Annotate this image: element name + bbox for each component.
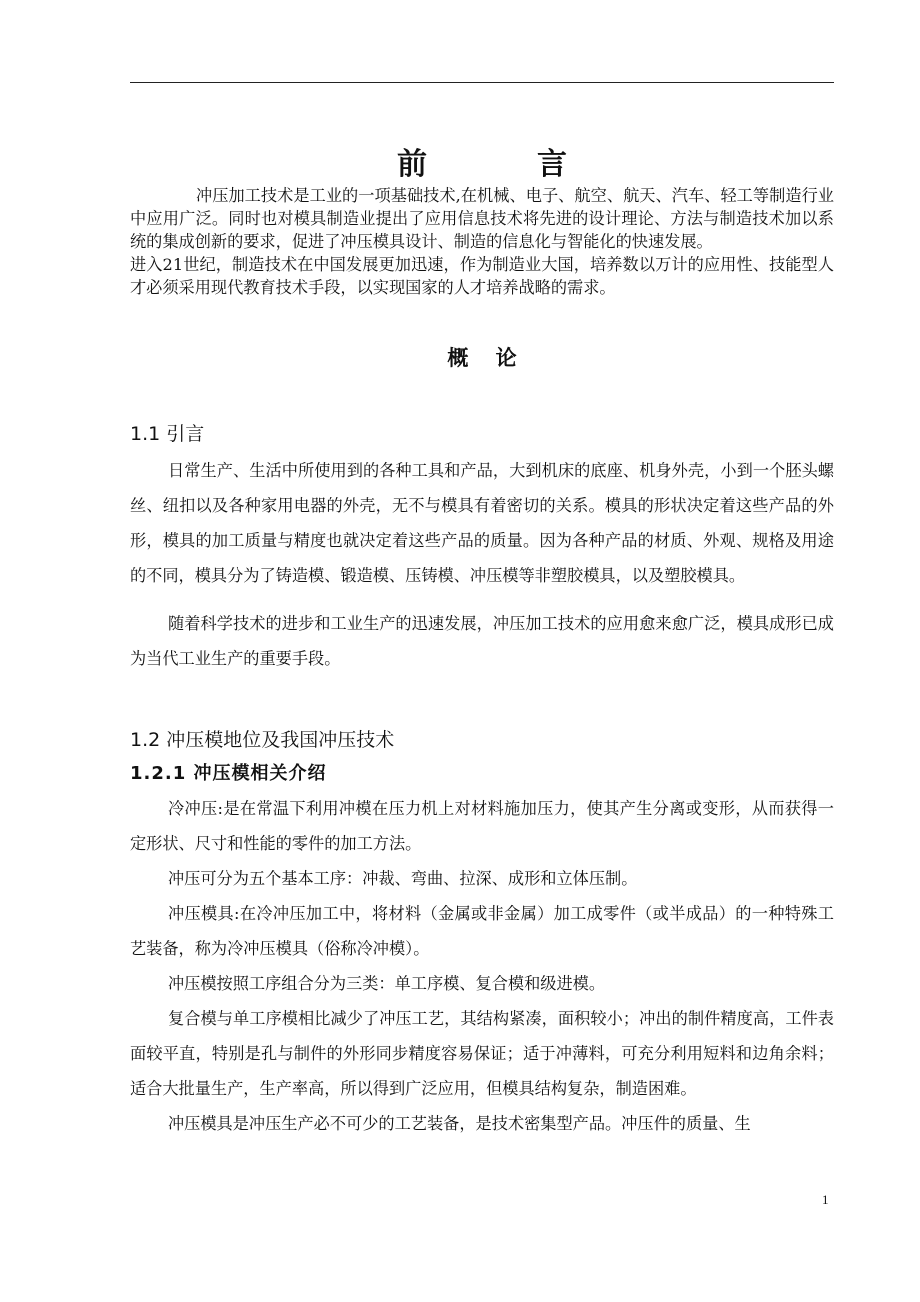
section-1-1-paragraph-1: 日常生产、生活中所使用到的各种工具和产品，大到机床的底座、机身外壳，小到一个胚头螺丝、纽扣以及各种家用电器的外壳，无不与模具有着密切的关系。模具的形状决定着这些产品的外形，模具的加工质量与精度也就决定着这些产品的质量。因为各种产品的材质、外观、规格及用途的不同，模具分为了铸造模、锻造模、压铸模、冲压模等非塑胶模具，以及塑胶模具。 [130,461,834,585]
preface-body [130,184,834,299]
section-1-2-body [130,791,834,1141]
section-1-1-body [130,453,834,676]
section-1-2-paragraph-5: 复合模与单工序模相比减少了冲压工艺，其结构紧凑，面积较小；冲出的制件精度高，工件表面较平直，特别是孔与制件的外形同步精度容易保证；适于冲薄料，可充分利用短料和边角余料；适合大批量生产，生产率高，所以得到广泛应用，但模具结构复杂，制造困难。 [130,1009,834,1098]
section-1-2-paragraph-1: 冷冲压:是在常温下利用冲模在压力机上对材料施加压力，使其产生分离或变形，从而获得一定形状、尺寸和性能的零件的加工方法。 [130,799,834,853]
section-heading-1-2: 1.2 冲压模地位及我国冲压技术 [130,729,395,751]
preface-paragraph-1: 冲压加工技术是工业的一项基础技术,在机械、电子、航空、航天、汽车、轻工等制造行业中应用广泛。同时也对模具制造业提出了应用信息技术将先进的设计理论、方法与制造技术加以系统的集成创新的要求，促进了冲压模具设计、制造的信息化与智能化的快速发展。 [130,186,834,251]
section-1-2-paragraph-2: 冲压可分为五个基本工序：冲裁、弯曲、拉深、成形和立体压制。 [168,869,638,888]
section-1-2-paragraph-6: 冲压模具是冲压生产必不可少的工艺装备，是技术密集型产品。冲压件的质量、生 [168,1114,751,1133]
preface-paragraph-2: 进入21世纪，制造技术在中国发展更加迅速，作为制造业大国，培养数以万计的应用性、技能型人才必须采用现代教育技术手段，以实现国家的人才培养战略的需求。 [130,255,834,297]
section-heading-1-1: 1.1 引言 [130,423,205,445]
page-number: 1 [822,1192,829,1207]
header-rule [130,82,834,83]
subsection-heading-1-2-1: 1.2.1 冲压模相关介绍 [130,763,327,784]
section-1-1-paragraph-2: 随着科学技术的进步和工业生产的迅速发展，冲压加工技术的应用愈来愈广泛，模具成形已成为当代工业生产的重要手段。 [130,614,834,668]
preface-title: 前 言 [397,147,607,182]
section-1-2-paragraph-3: 冲压模具:在冷冲压加工中，将材料（金属或非金属）加工成零件（或半成品）的一种特殊工艺装备，称为冷冲压模具（俗称冷冲模）。 [130,904,834,958]
section-1-2-paragraph-4: 冲压模按照工序组合分为三类：单工序模、复合模和级进模。 [168,974,606,993]
overview-title: 概 论 [447,345,527,370]
